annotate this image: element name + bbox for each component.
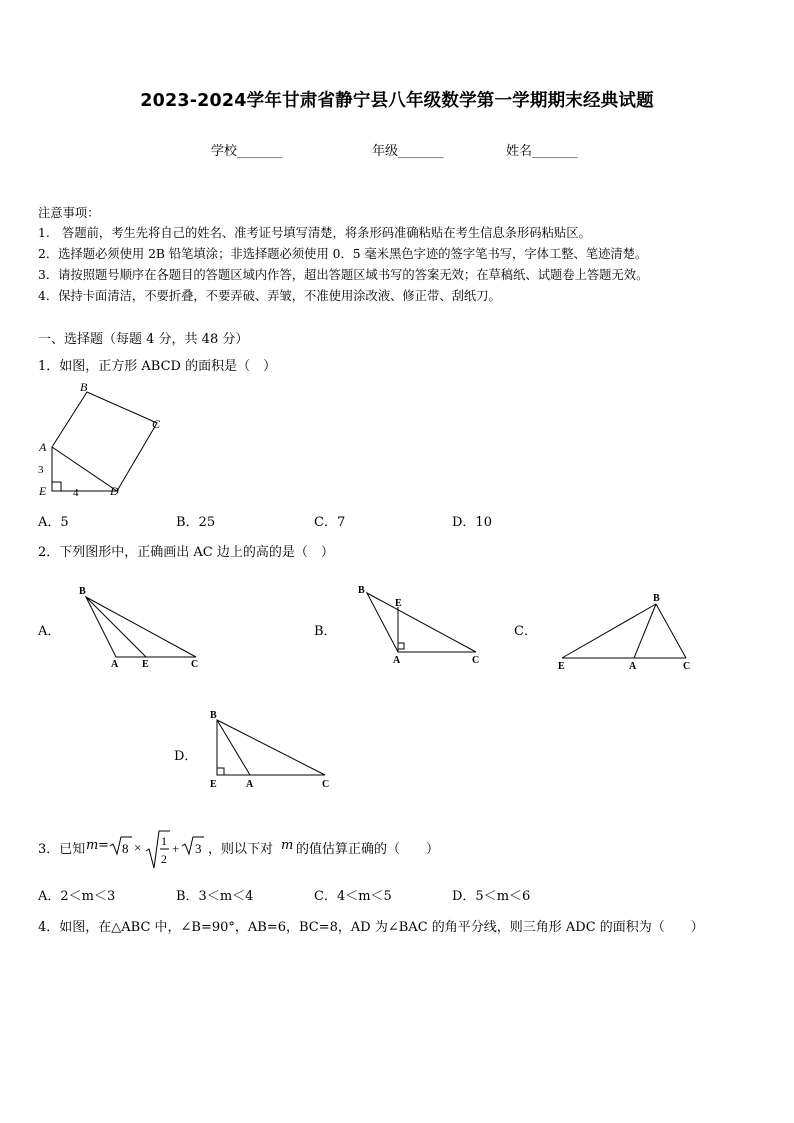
svg-text:×: × <box>134 840 142 855</box>
q2-option-d-label[interactable]: D． <box>174 749 198 764</box>
point-label-a: A <box>246 779 254 790</box>
note-item: 4．保持卡面清洁，不要折叠，不要弄破、弄皱，不准使用涂改液、修正带、刮纸刀。 <box>38 289 501 303</box>
question-4-stem: 4．如图，在△ABC 中，∠B=90°，AB=6，BC=8，AD 为∠BAC 的角平分线，则三角形 ADC 的面积为（ ） <box>38 920 704 935</box>
side-length-ed: 4 <box>73 487 79 499</box>
q1-option-b[interactable]: B．25 <box>176 515 216 530</box>
point-label-a: A <box>39 440 47 454</box>
q2-figure-a <box>70 578 210 672</box>
point-label-b: B <box>653 593 660 604</box>
q2-option-c-label[interactable]: C． <box>514 624 537 639</box>
point-label-b: B <box>210 710 217 721</box>
question-2-stem: 2．下列图形中，正确画出 AC 边上的高的是（ ） <box>38 545 334 560</box>
point-label-e: E <box>558 661 565 672</box>
q2-option-b-label[interactable]: B． <box>314 624 337 639</box>
question-1-stem: 1．如图，正方形 ABCD 的面积是（ ） <box>38 359 277 374</box>
point-label-e: E <box>142 659 149 670</box>
point-label-a: A <box>111 659 119 670</box>
square-abcd <box>52 392 157 491</box>
q3-option-b[interactable]: B．3＜m＜4 <box>176 889 254 904</box>
point-label-a: A <box>393 655 401 666</box>
q1-option-d[interactable]: D．10 <box>452 515 492 530</box>
q2-figure-c <box>550 585 700 679</box>
svg-text:2: 2 <box>161 852 167 866</box>
point-label-d: D <box>110 484 119 498</box>
point-label-b: B <box>79 586 86 597</box>
school-field: 学校_______ <box>211 144 283 159</box>
point-label-e: E <box>395 598 402 609</box>
grade-field: 年级_______ <box>372 144 444 159</box>
point-label-c: C <box>191 659 199 670</box>
side-length-ae: 3 <box>38 464 44 476</box>
point-label-a: A <box>629 661 637 672</box>
svg-text:+: + <box>172 841 180 856</box>
note-item: 3．请按照题号顺序在各题目的答题区域内作答，超出答题区域书写的答案无效；在草稿纸、试题卷上答题无效。 <box>38 268 649 282</box>
q3-option-d[interactable]: D．5＜m＜6 <box>452 889 531 904</box>
point-label-c: C <box>472 655 480 666</box>
q3-option-c[interactable]: C．4＜m＜5 <box>314 889 392 904</box>
svg-text:8: 8 <box>122 841 129 856</box>
point-label-e: E <box>39 484 47 498</box>
svg-text:3: 3 <box>195 841 202 856</box>
q2-option-a-label[interactable]: A． <box>38 624 61 639</box>
notes-heading: 注意事项： <box>38 206 100 220</box>
right-angle-mark <box>52 482 61 491</box>
name-field: 姓名_______ <box>506 144 578 159</box>
q2-figure-d <box>205 705 345 799</box>
point-label-c: C <box>683 661 691 672</box>
point-label-b: B <box>358 585 365 596</box>
section-heading: 一、选择题（每题 4 分，共 48 分） <box>38 332 249 347</box>
q3-option-a[interactable]: A．2＜m＜3 <box>38 889 116 904</box>
note-item: 2．选择题必须使用 2B 铅笔填涂；非选择题必须使用 0．5 毫米黑色字迹的签字笔书写，字体工整、笔迹清楚。 <box>38 247 648 261</box>
point-label-c: C <box>152 417 161 431</box>
svg-text:1: 1 <box>161 834 167 848</box>
q2-figure-b <box>350 578 490 672</box>
q1-option-a[interactable]: A．5 <box>38 515 69 530</box>
note-item: 1. 答题前，考生先将自己的姓名、准考证号填写清楚，将条形码准确粘贴在考生信息条形码粘贴区。 <box>38 226 591 240</box>
page-title: 2023-2024学年甘肃省静宁县八年级数学第一学期期末经典试题 <box>140 91 654 111</box>
point-label-e: E <box>210 779 217 790</box>
point-label-b: B <box>80 380 88 394</box>
point-label-c: C <box>322 779 330 790</box>
q1-square-figure <box>30 378 180 500</box>
q1-option-c[interactable]: C．7 <box>314 515 346 530</box>
